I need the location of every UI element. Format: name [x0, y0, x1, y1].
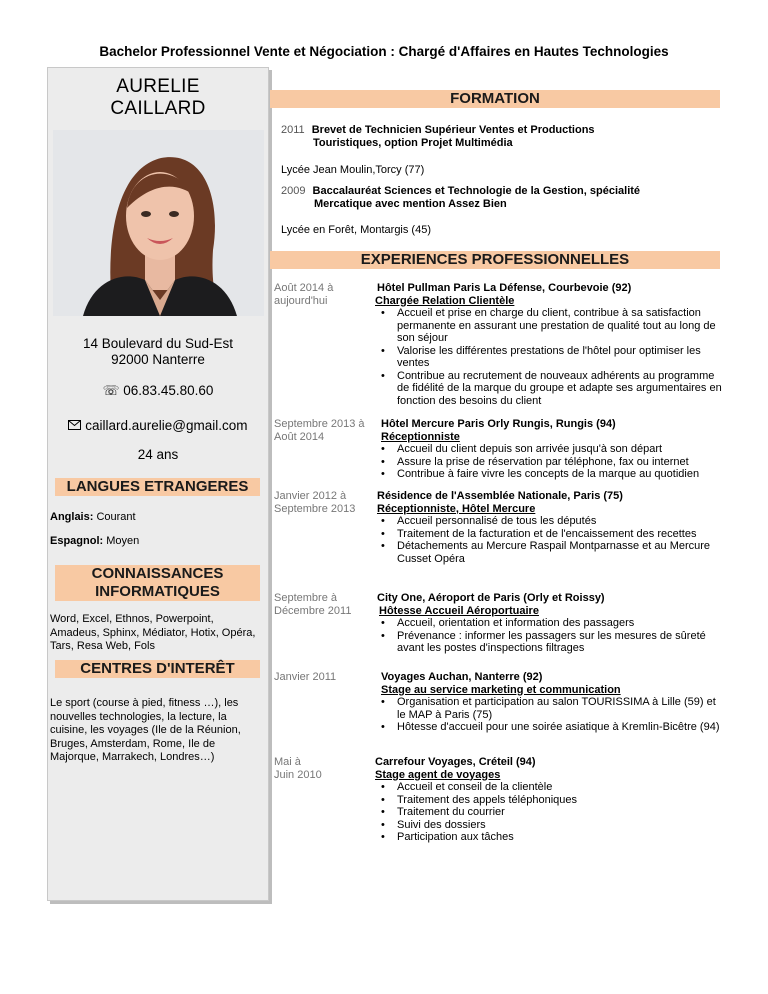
first-name: AURELIE	[116, 76, 200, 97]
experience-date	[274, 592, 378, 618]
formation-item	[281, 185, 721, 211]
language-english	[50, 511, 265, 525]
experience-company: Hôtel Mercure Paris Orly Rungis, Rungis (94)	[381, 418, 616, 430]
list-item: • Accueil, orientation et information des passagers	[375, 617, 725, 630]
computing-heading-line1: CONNAISSANCES	[91, 565, 224, 582]
date-line1: Août 2014 à	[274, 282, 334, 294]
interests-heading: CENTRES D'INTERÊT	[55, 660, 260, 678]
phone	[47, 383, 269, 399]
experience-item	[375, 282, 725, 407]
document-title: Bachelor Professionnel Vente et Négociation : Chargé d'Affaires en Hautes Technologies	[99, 44, 669, 59]
list-item: • Contribue à faire vivre les concepts de la marque au quotidien	[375, 468, 725, 481]
experience-item	[375, 490, 725, 565]
experience-bullets	[375, 443, 725, 481]
experience-date	[274, 671, 378, 684]
experience-heading: EXPERIENCES PROFESSIONNELLES	[270, 251, 720, 269]
formation-title: Brevet de Technicien Supérieur Ventes et Productions	[311, 124, 595, 136]
list-item: • Assure la prise de réservation par téléphone, fax ou internet	[375, 456, 725, 469]
date-line2: Juin 2010	[274, 769, 322, 781]
experience-date	[274, 490, 378, 516]
list-item: • Accueil et prise en charge du client, contribue à sa satisfaction permanente en assurant une prestation de qualité tout au long de son séjour	[375, 307, 725, 345]
address	[47, 336, 269, 368]
experience-role: Réceptionniste, Hôtel Mercure	[377, 502, 536, 515]
experience-company: Voyages Auchan, Nanterre (92)	[381, 671, 543, 683]
list-item: • Traitement du courrier	[375, 806, 725, 819]
date-line1: Janvier 2012 à	[274, 490, 347, 502]
date-line1: Mai à	[274, 756, 301, 768]
list-item: • Traitement de la facturation et de l'encaissement des recettes	[375, 528, 725, 541]
date-line1: Janvier 2011	[274, 671, 337, 683]
profile-photo	[53, 130, 264, 316]
experience-bullets	[375, 781, 725, 844]
languages-heading: LANGUES ETRANGERES	[55, 478, 260, 496]
formation-year: 2009	[281, 185, 306, 197]
experience-company: City One, Aéroport de Paris (Orly et Roissy)	[377, 592, 605, 604]
list-item: • Suivi des dossiers	[375, 819, 725, 832]
experience-date	[274, 756, 378, 782]
language-name: Anglais:	[50, 511, 94, 523]
list-item: • Valorise les différentes prestations de l'hôtel pour optimiser les ventes	[375, 345, 725, 370]
date-line2: Août 2014	[274, 431, 325, 443]
formation-year: 2011	[281, 124, 305, 136]
formation-school: Lycée Jean Moulin,Torcy (77)	[281, 164, 425, 176]
address-line2: 92000 Nanterre	[111, 352, 205, 367]
experience-bullets	[375, 696, 725, 734]
formation-school: Lycée en Forêt, Montargis (45)	[281, 224, 431, 236]
age: 24 ans	[137, 447, 179, 462]
date-line1: Septembre à	[274, 592, 337, 604]
date-line2: Décembre 2011	[274, 605, 352, 617]
interests-text: Le sport (course à pied, fitness …), les nouvelles technologies, la lecture, la cuisine, les voyages (Ile de la Réunion, Bruges, Amsterdam, Rome, Ile de Majorque, Marrakech, Londres…)	[50, 697, 241, 763]
experience-date	[274, 282, 378, 308]
list-item: • Hôtesse d'accueil pour une soirée asiatique à Kremlin-Bicêtre (94)	[375, 721, 725, 734]
list-item: • Organisation et participation au salon TOURISSIMA à Lille (59) et le MAP à Paris (75)	[375, 696, 725, 721]
email-address[interactable]: caillard.aurelie@gmail.com	[85, 418, 248, 433]
language-spanish	[50, 535, 265, 549]
formation-title-cont: Touristiques, option Projet Multimédia	[313, 137, 513, 149]
phone-number: 06.83.45.80.60	[123, 383, 214, 398]
experience-item	[375, 756, 725, 844]
list-item: • Accueil personnalisé de tous les députés	[375, 515, 725, 528]
list-item: • Accueil du client depuis son arrivée jusqu'à son départ	[375, 443, 725, 456]
experience-role: Hôtesse Accueil Aéroportuaire	[379, 604, 539, 617]
experience-company: Résidence de l'Assemblée Nationale, Paris (75)	[377, 490, 623, 502]
last-name: CAILLARD	[110, 98, 206, 119]
experience-role: Stage au service marketing et communication	[381, 683, 621, 696]
experience-role: Réceptionniste	[381, 430, 460, 443]
experience-bullets	[375, 617, 725, 655]
date-line2: aujourd'hui	[274, 295, 328, 307]
language-level: Moyen	[106, 535, 140, 547]
address-line1: 14 Boulevard du Sud-Est	[82, 336, 234, 351]
language-level: Courant	[96, 511, 136, 523]
experience-company: Carrefour Voyages, Créteil (94)	[375, 756, 536, 768]
date-line2: Septembre 2013	[274, 503, 356, 515]
date-line1: Septembre 2013 à	[274, 418, 365, 430]
experience-item	[375, 592, 725, 655]
formation-heading: FORMATION	[270, 90, 720, 108]
list-item: • Contribue au recrutement de nouveaux adhérents au programme de fidélité de la marque du groupe et adapte ses argumentaires en fonction des besoins du client	[375, 370, 725, 408]
list-item: • Participation aux tâches	[375, 831, 725, 844]
envelope-icon	[68, 418, 85, 433]
person-name	[47, 76, 269, 120]
email	[47, 418, 269, 434]
experience-item	[375, 418, 725, 481]
experience-company: Hôtel Pullman Paris La Défense, Courbevoie (92)	[377, 282, 632, 294]
formation-item	[281, 124, 721, 150]
phone-icon: ☏	[102, 383, 120, 398]
list-item: • Détachements au Mercure Raspail Montparnasse et au Mercure Cusset Opéra	[375, 540, 725, 565]
experience-date	[274, 418, 378, 444]
formation-title-cont: Mercatique avec mention Assez Bien	[314, 198, 507, 210]
language-name: Espagnol:	[50, 535, 104, 547]
experience-bullets	[375, 307, 725, 407]
computing-heading-line2: INFORMATIQUES	[95, 583, 220, 600]
experience-item	[375, 671, 725, 734]
list-item: • Prévenance : informer les passagers sur les mesures de sûreté avant les postes d'inspections filtrages	[375, 630, 725, 655]
experience-bullets	[375, 515, 725, 565]
formation-title: Baccalauréat Sciences et Technologie de la Gestion, spécialité	[312, 185, 641, 197]
computing-heading	[55, 565, 260, 601]
experience-role: Chargée Relation Clientèle	[375, 294, 515, 307]
experience-role: Stage agent de voyages	[375, 768, 501, 781]
list-item: • Traitement des appels téléphoniques	[375, 794, 725, 807]
computing-text: Word, Excel, Ethnos, Powerpoint, Amadeus, Sphinx, Médiator, Hotix, Opéra, Tars, Resa Web, Fols	[50, 613, 256, 652]
list-item: • Accueil et conseil de la clientèle	[375, 781, 725, 794]
